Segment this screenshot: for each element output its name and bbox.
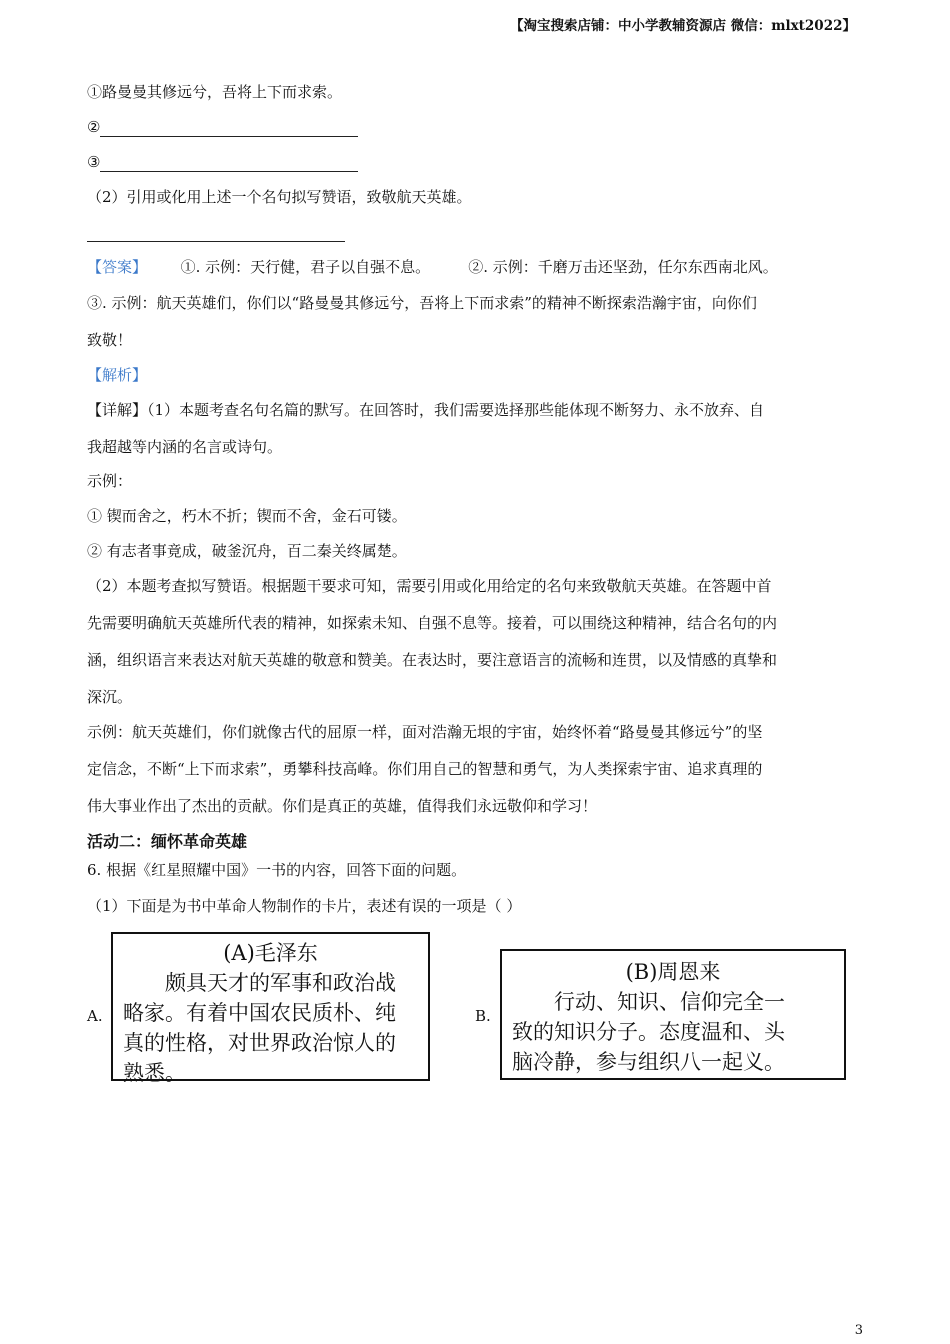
answer-text-1: ①. 示例：天行健，君子以自强不息。 ②. 示例：千磨万击还坚劲，任尔东西南北风。 [180,258,778,276]
fill-item-1: ①路曼曼其修远兮，吾将上下而求索。 [87,83,343,101]
question-6: 6. 根据《红星照耀中国》一书的内容，回答下面的问题。 [87,861,467,879]
card-a-title: (A)毛泽东 [223,941,318,965]
example-1: ① 锲而舍之，朽木不折；锲而不舍，金石可镂。 [87,507,407,525]
analysis-tag: 【解析】 [87,366,148,384]
analysis-p1-line2: 我超越等内涵的名言或诗句。 [87,438,283,456]
card-b-line-2: 致的知识分子。态度温和、头 [512,1020,785,1044]
fill-item-2 [87,117,867,137]
option-a-card[interactable] [111,932,430,1085]
analysis-p2-line4: 深沉。 [87,688,133,706]
option-a-label[interactable]: A. [87,1007,103,1025]
fill-item-3-prefix: ③ [87,153,101,171]
answer-line-3: 致敬！ [87,331,133,349]
card-b-title: (B)周恩来 [625,960,721,984]
analysis-p3-line3: 伟大事业作出了杰出的贡献。你们是真正的英雄，值得我们永远敬仰和学习！ [87,797,598,815]
analysis-p2-line3: 涵，组织语言来表达对航天英雄的敬意和赞美。在表达时，要注意语言的流畅和连贯，以及情感的真挚和 [87,651,778,669]
answer-blank-3[interactable] [100,155,358,172]
example-2: ② 有志者事竟成，破釜沉舟，百二秦关终属楚。 [87,542,407,560]
card-a-line-4: 熟悉。 [123,1061,186,1085]
answer-line-1 [87,257,867,277]
option-b-card[interactable] [500,949,846,1080]
card-a-line-3: 真的性格，对世界政治惊人的 [123,1031,396,1055]
card-b-line-1: 行动、知识、信仰完全一 [554,990,785,1014]
option-b-label[interactable]: B. [475,1007,491,1025]
example-label: 示例： [87,472,133,490]
card-a-line-2: 略家。有着中国农民质朴、纯 [123,1001,396,1025]
answer-line-q2 [87,222,867,242]
fill-item-3 [87,152,867,172]
card-a-line-1: 颇具天才的军事和政治战 [165,971,396,995]
analysis-p3-line1: 示例：航天英雄们，你们就像古代的屈原一样，面对浩瀚无垠的宇宙，始终怀着“路曼曼其修远兮”的坚 [87,723,763,741]
activity-2-heading: 活动二：缅怀革命英雄 [87,832,248,851]
question-6-1: （1）下面是为书中革命人物制作的卡片，表述有误的一项是（ ） [87,897,522,915]
page-number: 3 [854,1323,863,1338]
card-b-line-3: 脑冷静，参与组织八一起义。 [512,1050,785,1074]
answer-line-2: ③. 示例：航天英雄们，你们以“路曼曼其修远兮，吾将上下而求索”的精神不断探索浩瀚宇宙，向你们 [87,294,757,312]
answer-blank-2[interactable] [100,120,358,137]
page-header: 【淘宝搜索店铺：中小学教辅资源店 微信：mlxt2022】 [510,18,856,34]
analysis-p1-line1: 【详解】（1）本题考查名句名篇的默写。在回答时，我们需要选择那些能体现不断努力、永不放弃、自 [87,401,765,419]
fill-item-2-prefix: ② [87,118,101,136]
analysis-p2-line2: 先需要明确航天英雄所代表的精神，如探索未知、自强不息等。接着，可以围绕这种精神，结合名句的内 [87,614,778,632]
answer-tag: 【答案】 [87,258,148,276]
analysis-p3-line2: 定信念，不断“上下而求索”，勇攀科技高峰。你们用自己的智慧和勇气，为人类探索宇宙、追求真理的 [87,760,763,778]
analysis-p2-line1: （2）本题考查拟写赞语。根据题干要求可知，需要引用或化用给定的名句来致敬航天英雄。在答题中首 [87,577,772,595]
answer-blank-q2[interactable] [87,225,345,242]
question-2-prompt: （2）引用或化用上述一个名句拟写赞语，致敬航天英雄。 [87,188,472,206]
